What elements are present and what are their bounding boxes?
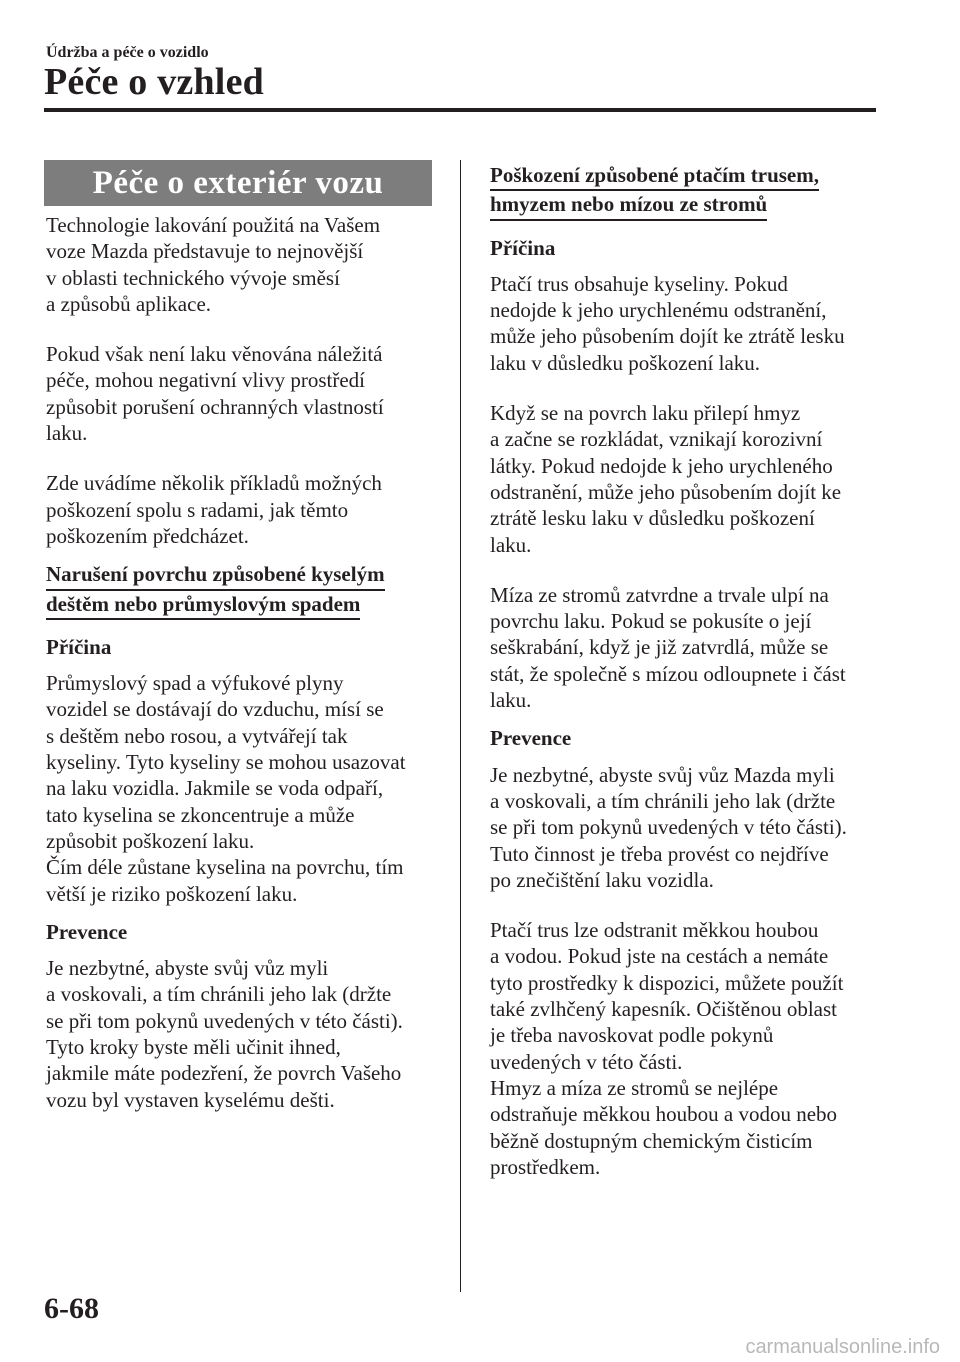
acid-rain-heading: Narušení povrchu způsobené kyselým deštěm nebo průmyslovým spadem (46, 561, 446, 620)
title-rule (44, 108, 876, 112)
intro-paragraph-1: Technologie lakování použitá na Vašem voze Mazda představuje to nejnovější v oblasti technického vývoje směsí a způsobů aplikace. (46, 213, 381, 316)
prevention-paragraph-2: Ptačí trus lze odstranit měkkou houbou a vodou. Pokud jste na cestách a nemáte tyto prostředky k dispozici, můžete použít také zvlhčený kapesník. Očištěnou oblast je třeba navoskovat podle pokynů uvedených v této části. Hmyz a míza ze stromů se nejlépe odstraňuje měkkou houbou a vodou nebo běžně dostupným chemickým čisticím prostředkem. (490, 918, 844, 1179)
prevention-label: Prevence (46, 919, 128, 944)
breadcrumb: Údržba a péče o vozidlo (46, 44, 209, 61)
page-number: 6-68 (44, 1292, 99, 1325)
prevention-paragraph-1: Je nezbytné, abyste svůj vůz Mazda myli a voskovali, a tím chránili jeho lak (držte se při tom pokynů uvedených v této části). Tuto činnost je třeba provést co nejdříve po znečištění laku vozidla. (490, 762, 847, 892)
prevention-label: Prevence (490, 726, 572, 751)
cause-paragraph-3: Míza ze stromů zatvrdne a trvale ulpí na povrchu laku. Pokud se pokusíte o její seškrabání, když je již zatvrdlá, může se stát, že společně s mízou odloupnete i část laku. (490, 582, 846, 713)
cause-paragraph: Průmyslový spad a výfukové plyny vozidel se dostávají do vzduchu, mísí se s deštěm nebo rosou, a vytvářejí tak kyseliny. Tyto kyseliny se mohou usazovat na laku vozidla. Jakmile se voda odpaří, tato kyselina se zkoncentruje a může způsobit poškození laku. Čím déle zůstane kyselina na povrchu, tím větší je riziko poškození laku. (46, 671, 406, 906)
cause-label: Příčina (46, 634, 112, 659)
section-banner: Péče o exteriér vozu (44, 160, 432, 206)
page-title: Péče o vzhled (44, 61, 264, 103)
bird-droppings-heading: Poškození způsobené ptačím trusem, hmyzem nebo mízou ze stromů (490, 162, 880, 221)
right-column (490, 160, 880, 1180)
cause-paragraph-2: Když se na povrch laku přilepí hmyz a začne se rozkládat, vznikají korozivní látky. Pokud nedojde k jeho urychleného odstranění, může jeho působením dojít ke ztrátě lesku laku v důsledku poškození laku. (490, 401, 842, 557)
cause-label: Příčina (490, 235, 556, 260)
watermark: carmanualsonline.info (745, 1336, 940, 1358)
prevention-paragraph: Je nezbytné, abyste svůj vůz myli a voskovali, a tím chránili jeho lak (držte se při tom pokynů uvedených v této části). Tyto kroky byste měli učinit ihned, jakmile máte podezření, že povrch Vašeho vozu byl vystaven kyselému dešti. (46, 956, 403, 1112)
intro-paragraph-2: Pokud však není laku věnována náležitá péče, mohou negativní vlivy prostředí způsobit porušení ochranných vlastností laku. (46, 342, 384, 446)
column-divider (460, 160, 461, 1292)
intro-paragraph-3: Zde uvádíme několik příkladů možných poškození spolu s radami, jak těmto poškozením předcházet. (46, 471, 382, 548)
left-column (46, 160, 446, 1113)
cause-paragraph-1: Ptačí trus obsahuje kyseliny. Pokud nedojde k jeho urychlenému odstranění, může jeho působením dojít ke ztrátě lesku laku v důsledku poškození laku. (490, 271, 845, 375)
